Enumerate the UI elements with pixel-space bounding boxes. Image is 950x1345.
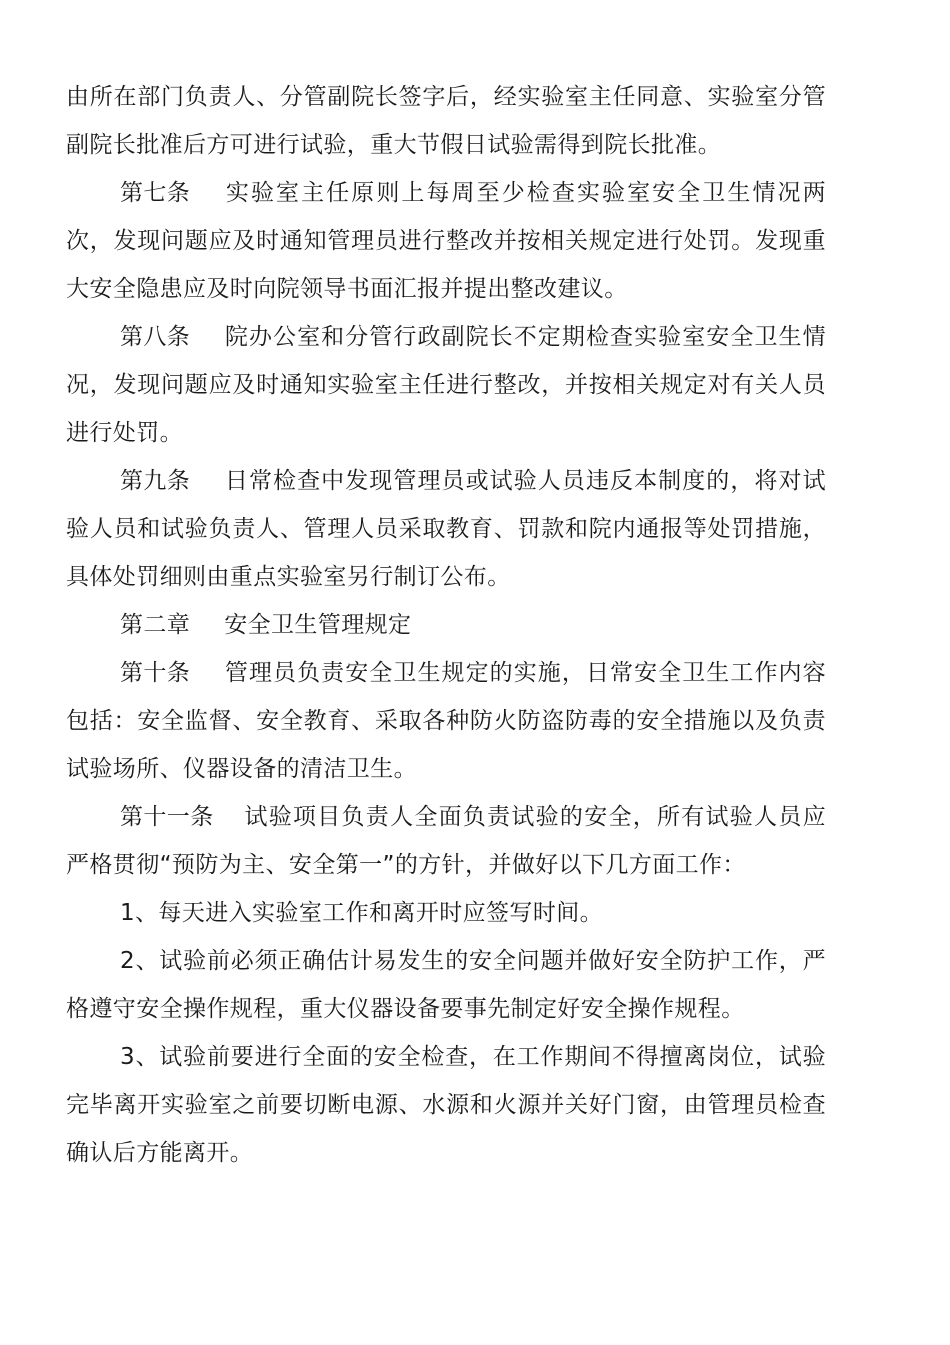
article-label: 第八条 [120,324,191,350]
article-10 [66,649,826,793]
list-item-text: 1、每天进入实验室工作和离开时应签写时间。 [120,900,604,926]
paragraph-text: 由所在部门负责人、分管副院长签字后，经实验室主任同意、实验室分管副院长批准后方可进行试验，重大节假日试验需得到院长批准。 [66,84,826,158]
article-text: 实验室主任原则上每周至少检查实验室安全卫生情况两次，发现问题应及时通知管理员进行整改并按相关规定进行处罚。发现重大安全隐患应及时向院领导书面汇报并提出整改建议。 [66,180,826,302]
list-item-1 [66,889,826,937]
article-label: 第十条 [120,660,191,686]
list-item-text: 2、试验前必须正确估计易发生的安全问题并做好安全防护工作，严格遵守安全操作规程，重大仪器设备要事先制定好安全操作规程。 [66,948,826,1022]
chapter-title: 安全卫生管理规定 [224,612,412,638]
article-text: 日常检查中发现管理员或试验人员违反本制度的，将对试验人员和试验负责人、管理人员采取教育、罚款和院内通报等处罚措施，具体处罚细则由重点实验室另行制订公布。 [66,468,826,590]
article-8 [66,313,826,457]
article-label: 第十一条 [120,804,214,830]
article-text: 院办公室和分管行政副院长不定期检查实验室安全卫生情况，发现问题应及时通知实验室主任进行整改，并按相关规定对有关人员进行处罚。 [66,324,826,446]
article-label: 第九条 [120,468,191,494]
list-item-2 [66,937,826,1033]
list-item-text: 3、试验前要进行全面的安全检查，在工作期间不得擅离岗位，试验完毕离开实验室之前要切断电源、水源和火源并关好门窗，由管理员检查确认后方能离开。 [66,1044,826,1166]
paragraph-continuation [66,73,826,169]
list-item-3 [66,1033,826,1177]
document-body [66,73,826,1177]
chapter-label: 第二章 [120,612,191,638]
article-9 [66,457,826,601]
article-text: 管理员负责安全卫生规定的实施，日常安全卫生工作内容包括：安全监督、安全教育、采取各种防火防盗防毒的安全措施以及负责试验场所、仪器设备的清洁卫生。 [66,660,826,782]
article-text: 试验项目负责人全面负责试验的安全，所有试验人员应严格贯彻“预防为主、安全第一”的方针，并做好以下几方面工作： [66,804,826,878]
article-label: 第七条 [120,180,191,206]
article-11 [66,793,826,889]
chapter-heading [66,601,826,649]
article-7 [66,169,826,313]
